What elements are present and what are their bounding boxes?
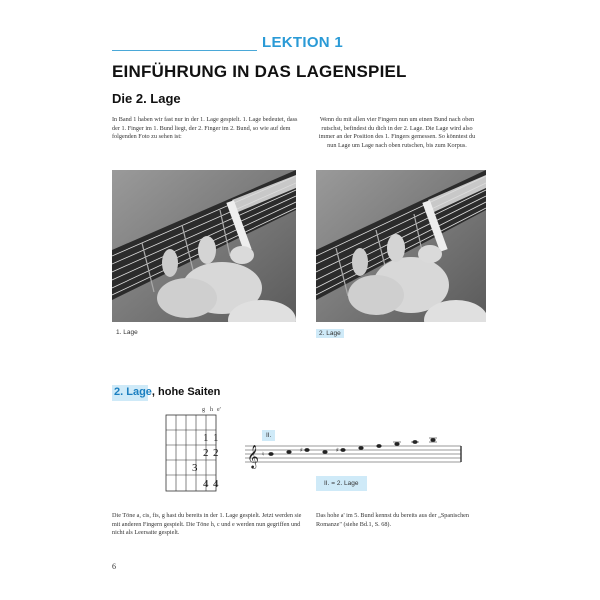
finger-2-string-5: 2: [203, 447, 209, 459]
section-heading-highlight: 2. Lage: [114, 386, 152, 398]
position-label: II.: [262, 430, 275, 441]
intro-right-paragraph: Wenn du mit allen vier Fingern nun um einen Bund nach oben rutschst, befindest du dich in der 2. Lage. Die Lage wird also immer an der Position des 1. Fingers gemessen. So könntest du nun Lage um Lage nach oben rutschen, bis zum Korpus.: [318, 116, 476, 149]
section-heading: [114, 386, 220, 398]
lesson-rule: [112, 50, 257, 51]
svg-text:♯: ♯: [300, 447, 303, 454]
section-heading-rest: , hohe Saiten: [151, 386, 221, 398]
finger-3: 3: [192, 462, 198, 474]
caption-second-position: 2. Lage: [316, 329, 344, 338]
intro-left-paragraph: In Band 1 haben wir fast nur in der 1. Lage gespielt. 1. Lage bedeutet, dass der 1. Finger im 1. Bund liegt, der 2. Finger im 2. Bund, so wie auf dem folgenden Foto zu sehen ist:: [112, 116, 298, 141]
subtitle: Die 2. Lage: [112, 91, 181, 106]
finger-4-string-5: 4: [203, 478, 209, 490]
finger-1-string-6: 1: [213, 432, 219, 444]
string-label-h: h: [210, 407, 213, 413]
svg-text:♮: ♮: [262, 451, 265, 458]
treble-clef-icon: 𝄞: [247, 444, 259, 468]
page-title: EINFÜHRUNG IN DAS LAGENSPIEL: [112, 62, 407, 81]
photo-first-position: [112, 170, 296, 322]
finger-1-string-5: 1: [203, 432, 209, 444]
fretboard-diagram: [160, 403, 226, 495]
lage-legend: II. = 2. Lage: [316, 476, 367, 491]
music-staff: [243, 424, 463, 474]
lesson-heading: LEKTION 1: [262, 34, 344, 51]
caption-first-position: 1. Lage: [116, 329, 138, 336]
page-number: 6: [112, 562, 116, 571]
bottom-left-paragraph: Die Töne a, cis, fis, g hast du bereits in der 1. Lage gespielt. Jetzt werden sie mit anderen Fingern gespielt. Die Töne h, c und e werden nun gegriffen und nicht als Leersaite gespielt.: [112, 512, 302, 537]
finger-2-string-6: 2: [213, 447, 219, 459]
svg-text:♯: ♯: [336, 447, 339, 454]
bottom-right-paragraph: Das hohe a' im 5. Bund kennst du bereits aus der „Spanischen Romanze" (siehe Bd.1, S. 68).: [316, 512, 470, 528]
photo-second-position: [316, 170, 486, 322]
string-label-g: g: [202, 407, 205, 413]
string-label-e: e': [217, 407, 221, 413]
finger-4-string-6: 4: [213, 478, 219, 490]
